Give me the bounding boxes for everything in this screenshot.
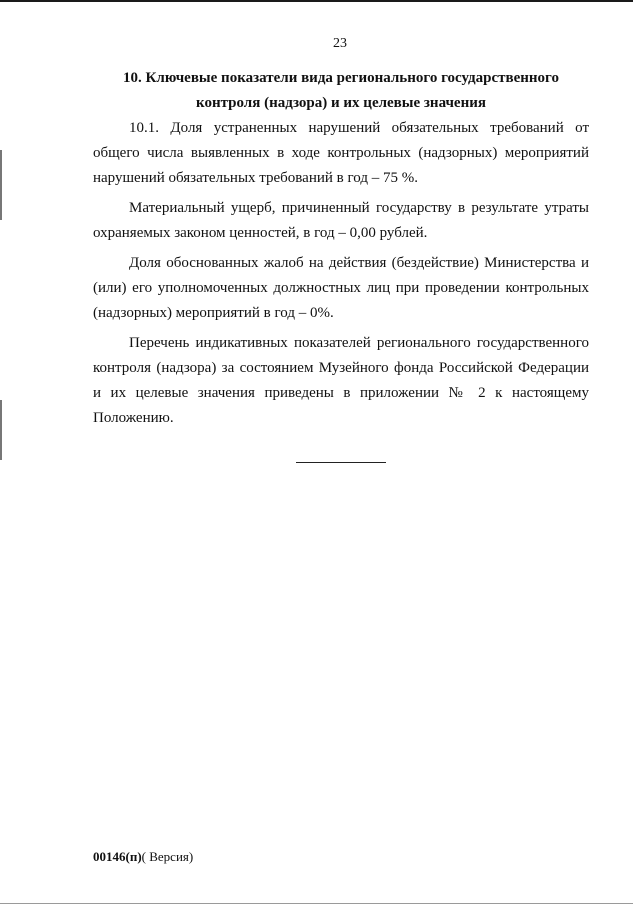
section-heading: [94, 66, 588, 116]
section-heading-line-1: 10. Ключевые показатели вида регионального государственного: [123, 70, 559, 86]
document-footer-code: [93, 849, 193, 865]
paragraph-target-violations: 10.1. Доля устраненных нарушений обязательных требований от общего числа выявленных в ходе контрольных (надзорных) мероприятий нарушений обязательных требований в год – 75 %.: [93, 120, 589, 186]
page-number: 23: [333, 36, 347, 51]
paragraph-material-damage: Материальный ущерб, причиненный государству в результате утраты охраняемых законом ценностей, в год – 0,00 рублей.: [93, 200, 589, 241]
top-scan-border: [0, 0, 633, 2]
document-body: [93, 116, 589, 436]
left-scan-mark: [0, 150, 2, 220]
section-heading-line-2: контроля (надзора) и их целевые значения: [196, 95, 486, 111]
paragraph-justified-complaints: Доля обоснованных жалоб на действия (бездействие) Министерства и (или) его уполномоченных должностных лиц при проведении контрольных (надзорных) мероприятий в год – 0%.: [93, 255, 589, 321]
document-version: ( Версия): [141, 849, 194, 864]
bottom-scan-border: [0, 903, 633, 904]
paragraph-indicative-list: Перечень индикативных показателей регионального государственного контроля (надзора) за состоянием Музейного фонда Российской Федерации и их целевые значения приведены в приложении № 2 к настоящему Положению.: [93, 335, 589, 426]
document-code: 00146(п): [93, 849, 142, 864]
left-scan-mark: [0, 400, 2, 460]
end-separator-line: [296, 462, 386, 463]
